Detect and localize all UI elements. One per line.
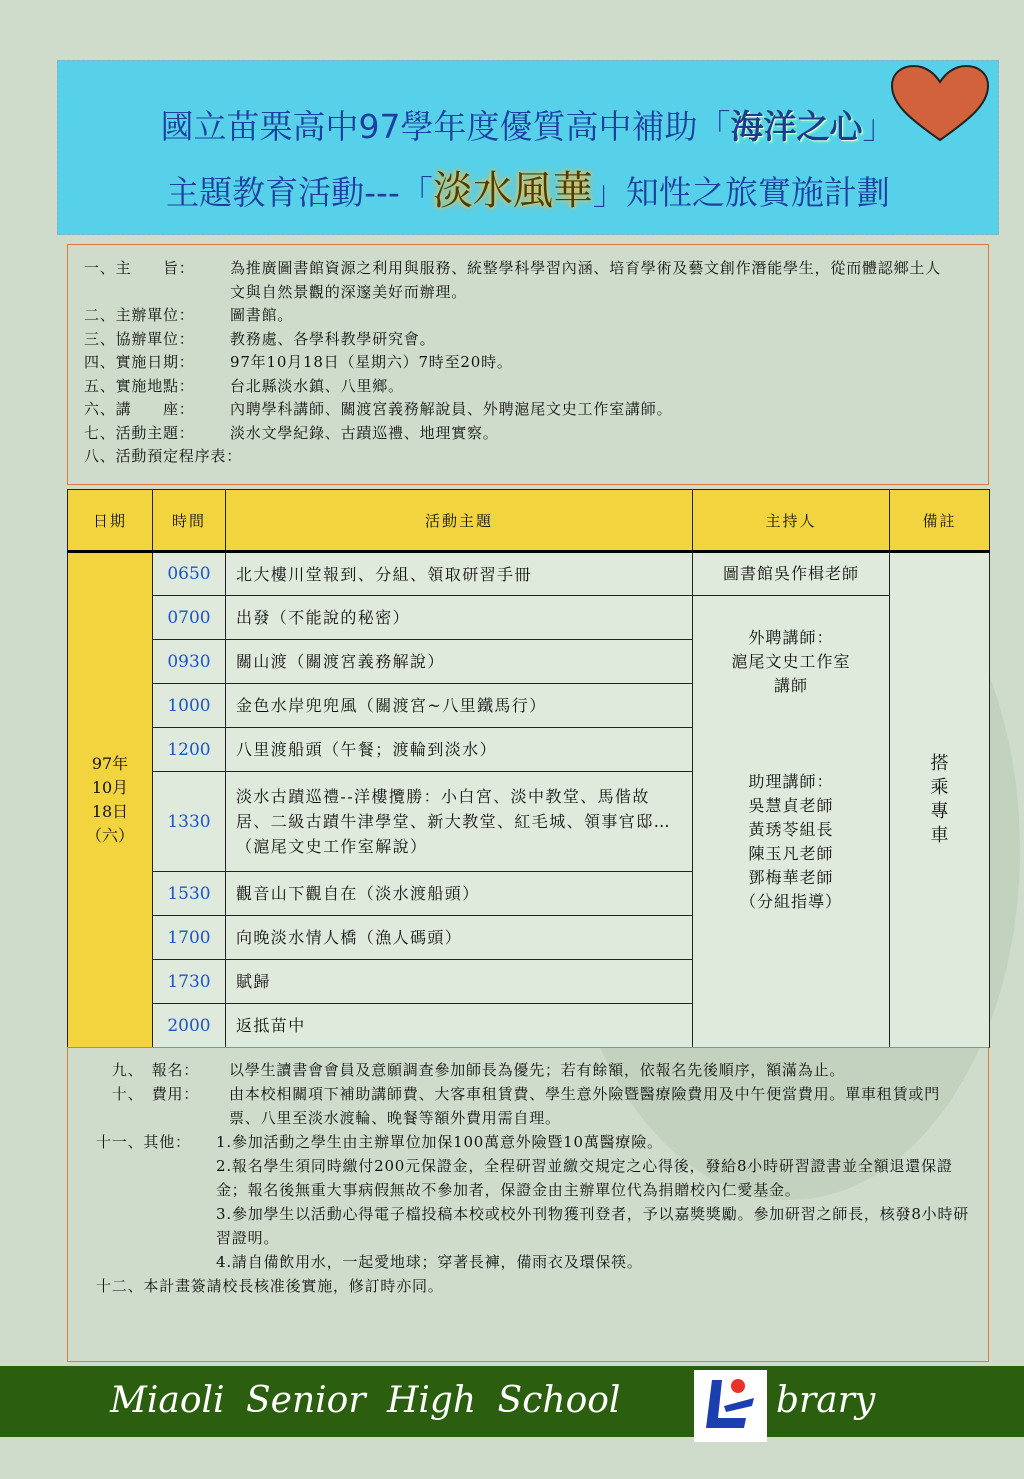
note-text: 2.報名學生須同時繳付200元保證金，全程研習並繳交規定之心得後，發給8小時研習證書並全額退還保證金；報名後無重大事病假無故不參加者，保證金由主辦單位代為捐贈校內仁愛基金。 <box>216 1157 953 1199</box>
time-cell: 0650 <box>153 552 226 596</box>
topic-cell: 關山渡（關渡宮義務解說） <box>226 640 693 684</box>
intro-label: 一、主 旨： <box>84 259 195 277</box>
note-label: 十一、其他： <box>96 1133 191 1151</box>
intro-text: 台北縣淡水鎮、八里鄉。 <box>230 376 404 395</box>
date-cell <box>68 552 153 1048</box>
intro-text: 97年10月18日（星期六）7時至20時。 <box>230 353 513 371</box>
note-label: 十、 費用： <box>96 1085 200 1103</box>
intro-item <box>84 422 988 446</box>
header-host: 主持人 <box>693 490 890 552</box>
intro-text: 淡水文學紀錄、古蹟巡禮、地理實察。 <box>230 423 499 442</box>
title-text: 主題教育活動---「 <box>166 173 433 212</box>
header-topic: 活動主題 <box>226 490 693 552</box>
topic-cell: 八里渡船頭（午餐；渡輪到淡水） <box>226 728 693 772</box>
host-line: 滬尾文史工作室 <box>731 652 851 671</box>
time-cell: 1330 <box>153 772 226 872</box>
topic-cell: 北大樓川堂報到、分組、領取研習手冊 <box>226 552 693 596</box>
schedule-table <box>67 489 990 1048</box>
topic-cell: 向晚淡水情人橋（漁人碼頭） <box>226 916 693 960</box>
intro-section <box>67 244 989 485</box>
date-line: （六） <box>85 826 134 845</box>
remark-char: 專 <box>930 801 949 822</box>
intro-label: 二、主辦單位： <box>84 306 195 324</box>
host-spacer <box>703 698 879 770</box>
notes-section <box>67 1047 989 1362</box>
intro-label: 八、活動預定程序表： <box>84 447 243 465</box>
topic-cell: 金色水岸兜兜風（關渡宮~八里鐵馬行） <box>226 684 693 728</box>
time-cell: 1000 <box>153 684 226 728</box>
note-item <box>96 1250 970 1274</box>
title-line-2 <box>58 159 998 216</box>
intro-item <box>84 257 988 304</box>
note-label <box>96 1154 216 1202</box>
remark-char: 搭 <box>930 753 949 774</box>
time-cell: 1730 <box>153 960 226 1004</box>
library-logo-icon <box>694 1370 767 1442</box>
intro-text: 內聘學科講師、關渡宮義務解說員、外聘滬尾文史工作室講師。 <box>230 400 673 418</box>
intro-item <box>84 304 988 328</box>
time-cell: 1530 <box>153 872 226 916</box>
heart-icon <box>888 64 992 144</box>
intro-text: 為推廣圖書館資源之利用與服務、統整學科學習內涵、培育學術及藝文創作潛能學生，從而體認鄉土人文與自然景觀的深邃美好而辦理。 <box>230 259 942 301</box>
host-line: 黃琇苓組長 <box>748 820 834 839</box>
intro-item <box>84 351 988 375</box>
remark-char: 車 <box>930 825 949 846</box>
table-header-row <box>68 490 990 552</box>
intro-label: 七、活動主題： <box>84 423 195 442</box>
host-cell: 圖書館吳作楫老師 <box>693 552 890 596</box>
host-line: 吳慧貞老師 <box>748 796 834 815</box>
header-time: 時間 <box>153 490 226 552</box>
table-row <box>68 552 990 596</box>
topic-cell: 返抵苗中 <box>226 1004 693 1048</box>
intro-label: 五、實施地點： <box>84 376 195 395</box>
title-highlight-tamsui: 淡水風華 <box>432 168 593 214</box>
note-label <box>96 1250 216 1274</box>
note-item <box>96 1274 970 1298</box>
date-line: 18日 <box>91 802 129 821</box>
note-item <box>96 1058 970 1082</box>
host-line: 外聘講師： <box>748 628 834 647</box>
host-line: 助理講師： <box>748 772 834 791</box>
topic-cell: 賦歸 <box>226 960 693 1004</box>
intro-text <box>242 445 988 469</box>
note-item <box>96 1082 970 1130</box>
topic-cell: 出發（不能說的秘密） <box>226 596 693 640</box>
title-line-1 <box>58 101 998 148</box>
footer-banner <box>0 1366 1024 1437</box>
time-cell: 0700 <box>153 596 226 640</box>
note-item <box>96 1154 970 1202</box>
intro-text: 教務處、各學科教學研究會。 <box>230 329 436 348</box>
date-line: 97年 <box>91 754 129 773</box>
header-banner <box>57 60 999 235</box>
title-highlight-ocean: 海洋之心 <box>730 107 863 146</box>
date-line: 10月 <box>91 778 129 797</box>
time-cell: 1700 <box>153 916 226 960</box>
time-cell: 1200 <box>153 728 226 772</box>
host-cell-group <box>693 596 890 1048</box>
intro-item <box>84 398 988 422</box>
title-text: 國立苗栗高中97學年度優質高中補助「 <box>160 107 731 146</box>
intro-item <box>84 375 988 399</box>
footer-library-text: brary <box>776 1380 876 1421</box>
time-cell: 0930 <box>153 640 226 684</box>
intro-item <box>84 328 988 352</box>
note-text: 本計畫簽請校長核准後實施，修訂時亦同。 <box>143 1277 444 1295</box>
host-line: 鄧梅華老師 <box>748 868 834 887</box>
header-remark: 備註 <box>890 490 990 552</box>
intro-item <box>84 445 988 469</box>
note-text: 1.參加活動之學生由主辦單位加保100萬意外險暨10萬醫療險。 <box>216 1133 663 1151</box>
time-cell: 2000 <box>153 1004 226 1048</box>
note-text: 4.請自備飲用水，一起愛地球；穿著長褲，備雨衣及環保筷。 <box>216 1253 643 1271</box>
host-line: 陳玉凡老師 <box>748 844 834 863</box>
topic-cell: 觀音山下觀自在（淡水渡船頭） <box>226 872 693 916</box>
note-text: 由本校相關項下補助講師費、大客車租賃費、學生意外險暨醫療險費用及中午便當費用。單車租賃或門票、八里至淡水渡輪、晚餐等額外費用需自理。 <box>229 1085 941 1127</box>
note-label: 十二、 <box>96 1277 144 1295</box>
topic-cell: 淡水古蹟巡禮--洋樓攬勝：小白宮、淡中教堂、馬偕故居、二級古蹟牛津學堂、新大教堂、紅毛城、領事官邸…（滬尾文史工作室解說） <box>226 772 693 872</box>
table-row <box>68 596 990 640</box>
intro-label: 三、協辦單位： <box>84 329 195 348</box>
intro-text: 圖書館。 <box>230 306 294 324</box>
host-line: （分組指導） <box>739 892 842 911</box>
title-text: 」知性之旅實施計劃 <box>592 173 890 212</box>
footer-school-name: Miaoli Senior High School <box>110 1380 621 1421</box>
note-label <box>96 1202 216 1250</box>
remark-cell <box>890 552 990 1048</box>
intro-label: 六、講 座： <box>84 400 195 418</box>
intro-label: 四、實施日期： <box>84 353 195 371</box>
header-date: 日期 <box>68 490 153 552</box>
note-label: 九、 報名： <box>96 1061 200 1079</box>
remark-char: 乘 <box>930 777 949 798</box>
note-item <box>96 1202 970 1250</box>
title-bracket: 」 <box>862 107 896 146</box>
note-item <box>96 1130 970 1154</box>
host-line: 講師 <box>773 676 808 695</box>
note-text: 以學生讀書會會員及意願調查參加師長為優先；若有餘額，依報名先後順序，額滿為止。 <box>229 1061 846 1079</box>
note-text: 3.參加學生以活動心得電子檔投稿本校或校外刊物獲刊登者，予以嘉獎獎勵。參加研習之師長，核發8小時研習證明。 <box>216 1205 970 1247</box>
